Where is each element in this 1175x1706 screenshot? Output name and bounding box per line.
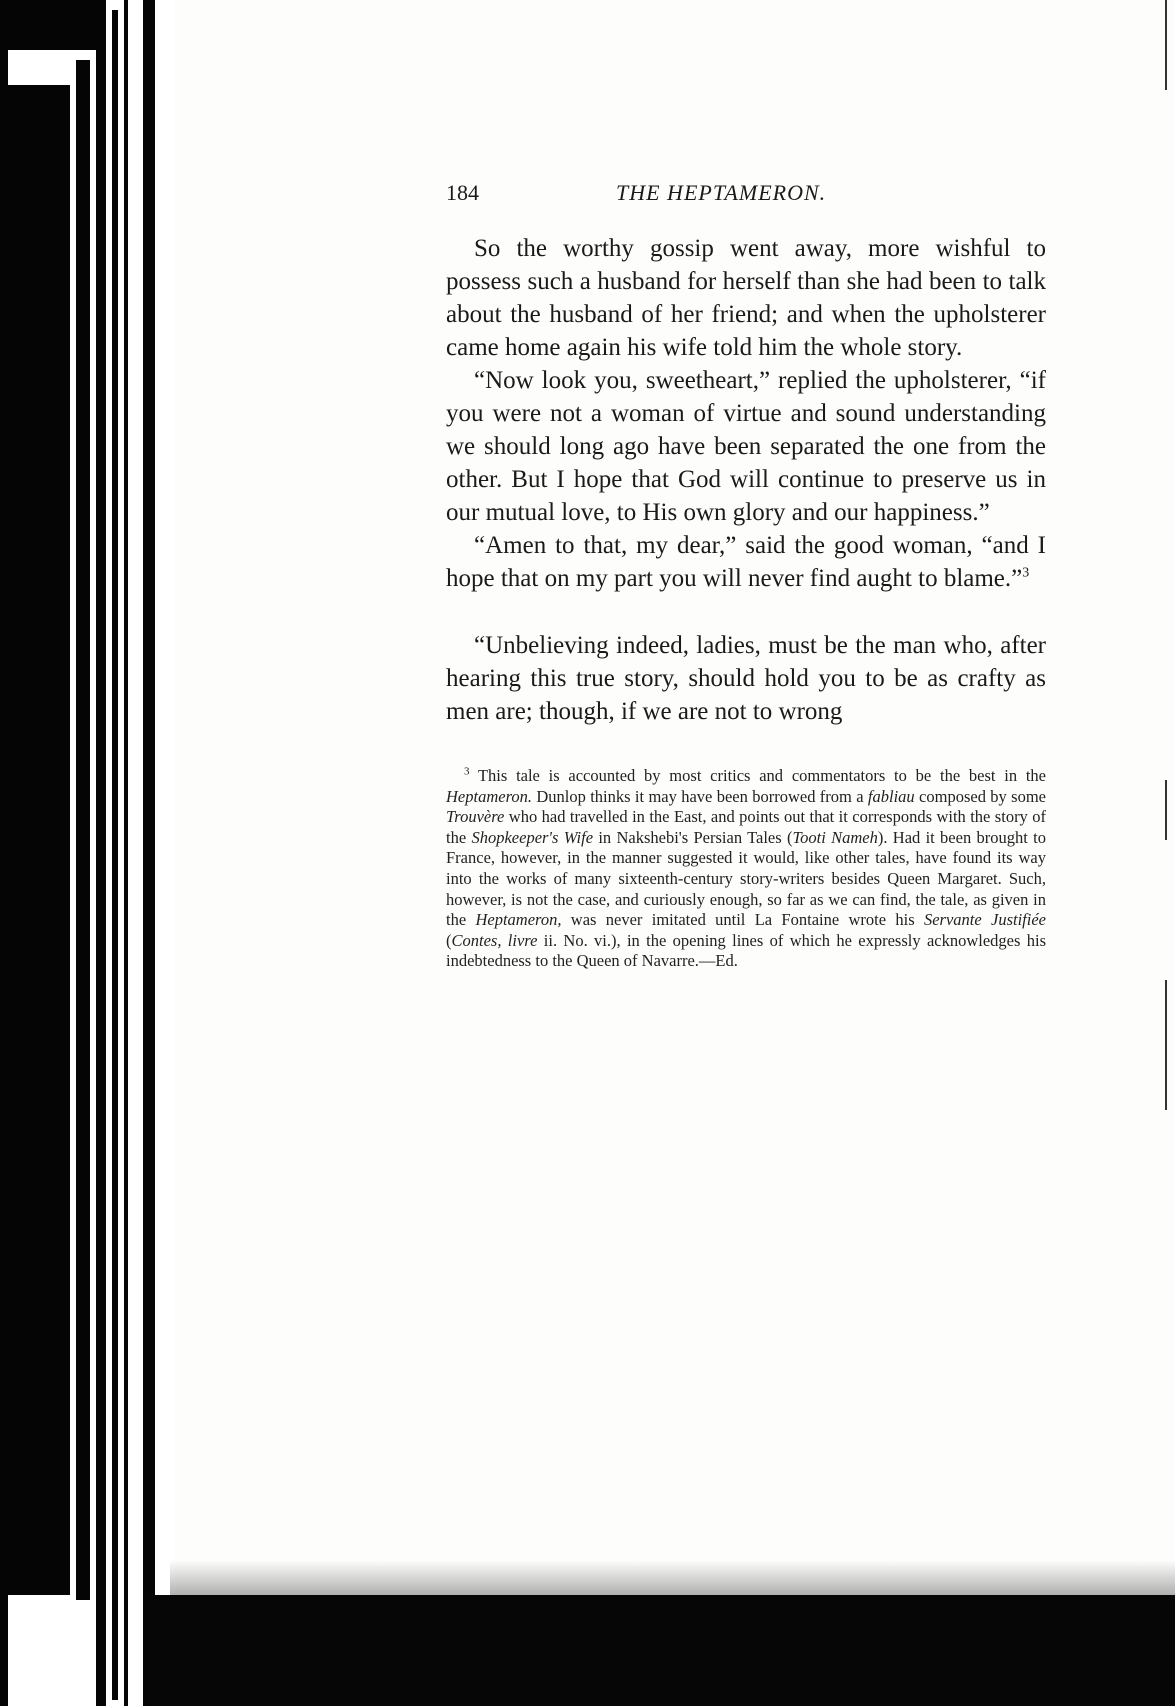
footnote-italic: Contes, livre [451, 930, 538, 950]
book-page [446, 180, 1046, 972]
footnote-text: composed by some [914, 786, 1046, 806]
page-number: 184 [446, 180, 479, 205]
footnote-italic: Shopkeeper's Wife [471, 827, 594, 847]
paragraph: “Unbelieving indeed, ladies, must be the man who, after hearing this true story, should hold you to be as crafty as men are; though, if we are not to wrong [446, 632, 1046, 725]
right-edge-mark [1165, 0, 1167, 90]
footnote-text: ii. No. vi.), in the opening lines of which he expressly acknowledges his indebtedness to the Queen of Navarre.—Ed. [446, 930, 1047, 971]
right-edge-mark [1165, 980, 1167, 1110]
footnote-italic: Servante Justifiée [923, 910, 1046, 930]
footnote-italic: Trouvère [446, 807, 505, 827]
footnote-text: who had travelled in the East, and points out that it corresponds with the story of the [446, 807, 1046, 847]
footnote-italic: fabliau [867, 786, 915, 806]
paragraph [446, 529, 1046, 595]
page-header [446, 180, 1046, 220]
paragraph: So the worthy gossip went away, more wishful to possess such a husband for herself than she had been to talk about the husband of her friend; and when the upholsterer came home again his wife told him the whole story. [446, 235, 1046, 361]
running-title: THE HEPTAMERON. [616, 180, 827, 205]
footnote-text: in Nakshebi's Persian Tales ( [593, 827, 793, 847]
footnote-marker: 3 [464, 765, 470, 778]
footnote-italic: Heptameron. [446, 786, 532, 806]
footnote [446, 766, 1046, 972]
paragraph-text: “Amen to that, my dear,” said the good woman, “and I hope that on my part you will never find aught to blame.” [446, 532, 1046, 592]
body-text [446, 232, 1046, 728]
paragraph: “Now look you, sweetheart,” replied the upholsterer, “if you were not a woman of virtue and sound understanding we should long ago have been separated the one from the other. But I hope that God will continue to preserve us in our mutual love, to His own glory and our happiness.” [446, 367, 1046, 526]
footnote-italic: Heptameron, [475, 910, 562, 930]
bottom-scan-shadow [150, 1595, 1175, 1706]
footnote-text: ( [446, 930, 452, 950]
footnote-text: ). Had it been brought to France, however, in the manner suggested it would, like other tales, have found its way into the works of many sixteenth-century story-writers besides Queen Margaret. Such, however, is not the case, and curiously enough, so far as we can find, the tale, as given in the [446, 827, 1046, 930]
footnote-text: Dunlop thinks it may have been borrowed from a [532, 786, 868, 806]
binding-edge-shadow [0, 0, 175, 1706]
footnote-text: This tale is accounted by most critics and commentators to be the best in the [477, 766, 1047, 785]
footnote-paragraph [446, 766, 1046, 972]
bottom-shadow-fade [170, 1560, 1175, 1600]
footnote-text: was never imitated until La Fontaine wrote his [561, 910, 924, 930]
right-edge-mark [1165, 780, 1167, 840]
footnote-reference: 3 [1022, 565, 1030, 581]
footnote-italic: Tooti Nameh [792, 827, 878, 847]
